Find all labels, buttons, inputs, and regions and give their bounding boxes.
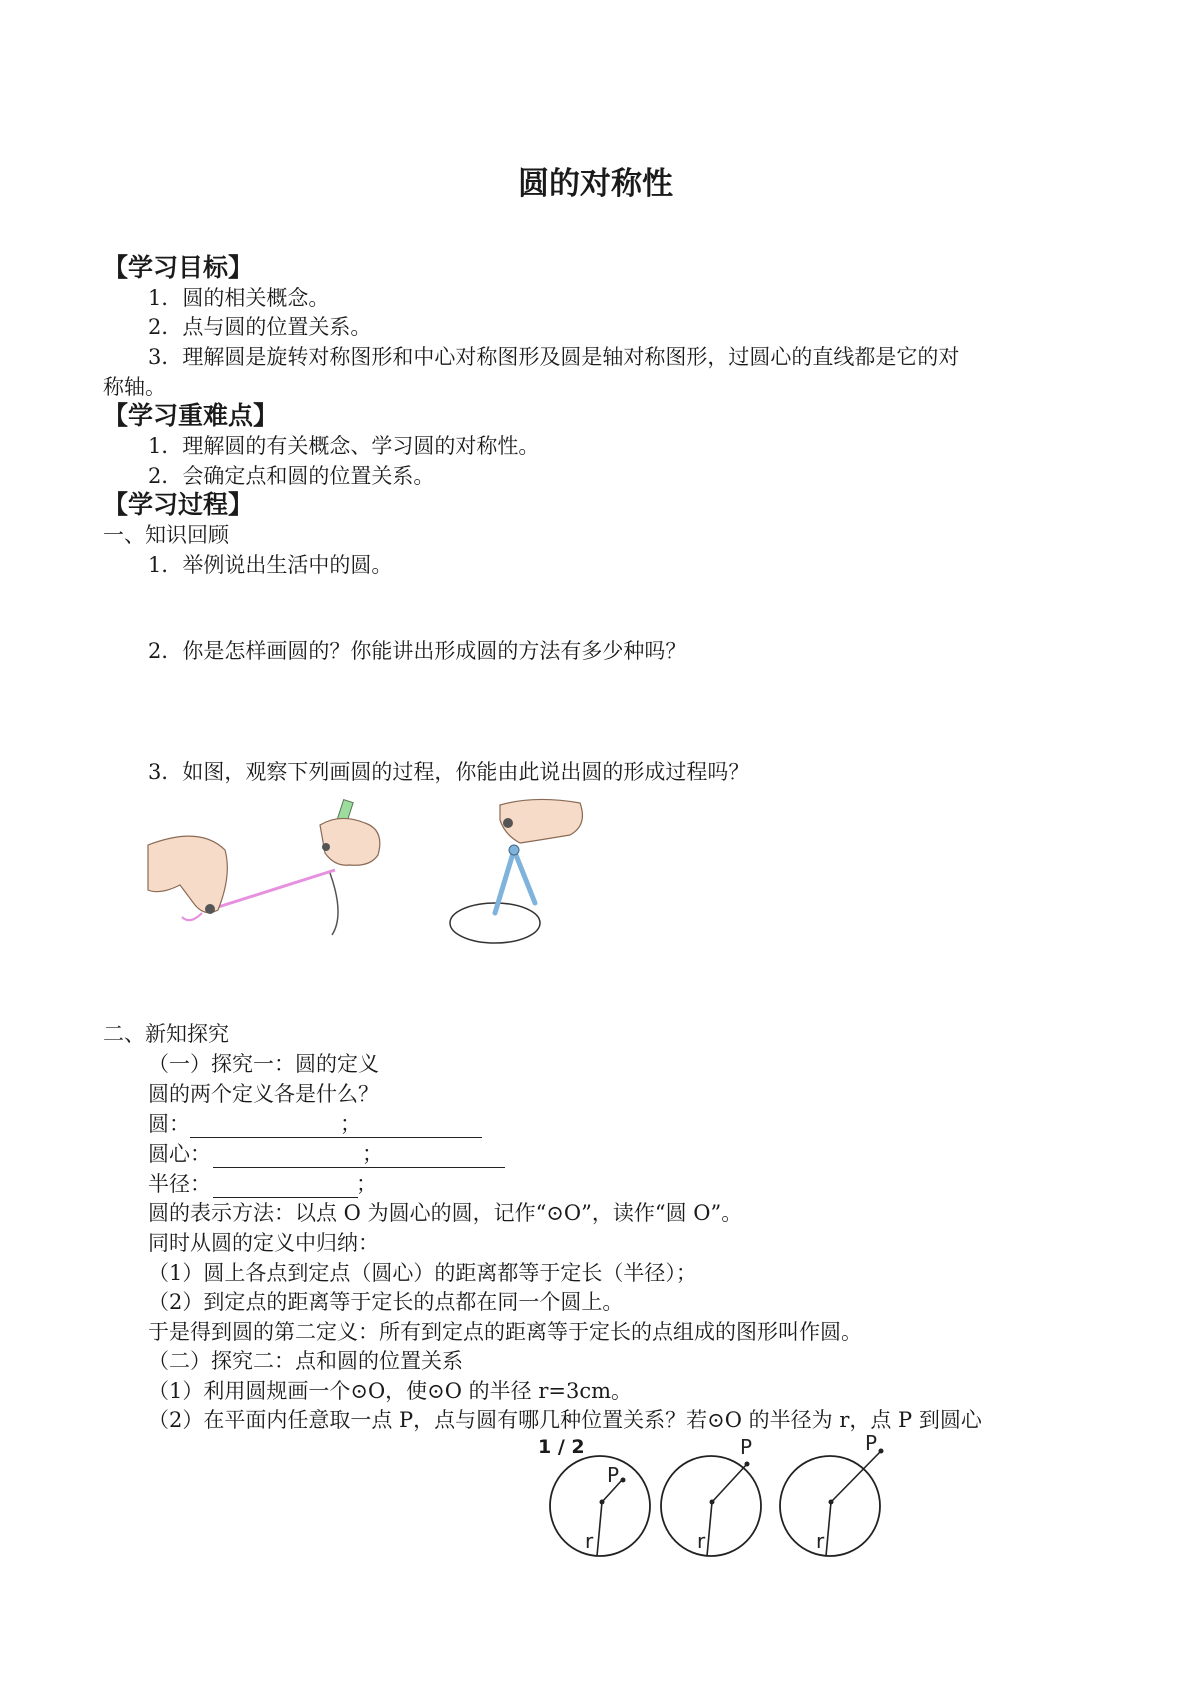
point-circle-figures	[545, 1431, 1105, 1570]
blank-semicolon: ；	[340, 1112, 361, 1136]
label-point: P	[740, 1435, 753, 1459]
position-step-1: （1）利用圆规画一个⊙O，使⊙O 的半径 r=3cm。	[148, 1379, 633, 1403]
page-number: 1 / 2	[538, 1436, 585, 1458]
objective-item: 1．圆的相关概念。	[148, 286, 330, 310]
answer-blank-center[interactable]	[213, 1167, 505, 1168]
objectives-heading: 【学习目标】	[103, 253, 254, 282]
review-question-2: 2．你是怎样画圆的？你能讲出形成圆的方法有多少种吗？	[148, 639, 687, 663]
second-definition: 于是得到圆的第二定义：所有到定点的距离等于定长的点组成的图形叫作圆。	[148, 1320, 862, 1344]
objective-item-wrap: 称轴。	[103, 375, 166, 399]
keypoints-heading: 【学习重难点】	[103, 401, 279, 430]
label-radius: r	[697, 1529, 706, 1553]
label-point: P	[607, 1463, 620, 1487]
review-title: 一、知识回顾	[103, 523, 229, 547]
blank-label-center: 圆心：	[148, 1142, 211, 1166]
objective-item: 2．点与圆的位置关系。	[148, 315, 372, 339]
blank-semicolon: ；	[356, 1172, 377, 1196]
string-line	[215, 870, 335, 908]
label-point: P	[865, 1431, 878, 1455]
summary-item-1: （1）圆上各点到定点（圆心）的距离都等于定长（半径）；	[148, 1261, 697, 1285]
circle-figure-inside	[550, 1456, 650, 1556]
label-radius: r	[585, 1529, 594, 1553]
keypoint-item: 2．会确定点和圆的位置关系。	[148, 464, 435, 488]
traced-arc	[330, 873, 338, 935]
answer-blank-radius[interactable]	[213, 1197, 358, 1198]
string-end	[182, 913, 202, 920]
answer-blank-circle[interactable]	[190, 1137, 482, 1138]
explore-part-2: （二）探究二：点和圆的位置关系	[148, 1349, 463, 1373]
blank-label-radius: 半径：	[148, 1172, 211, 1196]
summary-intro: 同时从圆的定义中归纳：	[148, 1231, 379, 1255]
explore-title: 二、新知探究	[103, 1022, 229, 1046]
review-question-1: 1．举例说出生活中的圆。	[148, 553, 393, 577]
keypoint-item: 1．理解圆的有关概念、学习圆的对称性。	[148, 434, 540, 458]
objective-item: 3．理解圆是旋转对称图形和中心对称图形及圆是轴对称图形，过圆心的直线都是它的对	[148, 345, 960, 369]
blank-semicolon: ；	[362, 1142, 383, 1166]
circle-figure-on	[661, 1435, 761, 1556]
label-radius: r	[816, 1529, 825, 1553]
explore-part-1: （一）探究一：圆的定义	[148, 1052, 379, 1076]
page-title: 圆的对称性	[518, 166, 673, 202]
summary-item-2: （2）到定点的距离等于定长的点都在同一个圆上。	[148, 1290, 624, 1314]
review-question-3: 3．如图，观察下列画圆的过程，你能由此说出圆的形成过程吗？	[148, 760, 750, 784]
drawing-circle-illustration	[140, 795, 600, 970]
process-heading: 【学习过程】	[103, 490, 254, 519]
circle-figure-outside	[780, 1431, 884, 1556]
left-hand-icon	[148, 836, 227, 912]
blank-label-circle: 圆：	[148, 1112, 190, 1136]
fingertip-icon	[205, 904, 215, 914]
right-hand-icon	[320, 818, 380, 865]
position-step-2: （2）在平面内任意取一点 P，点与圆有哪几种位置关系？若⊙O 的半径为 r，点 P 到圆心	[148, 1408, 982, 1432]
definition-question: 圆的两个定义各是什么？	[148, 1082, 379, 1106]
notation-text: 圆的表示方法：以点 O 为圆心的圆，记作“⊙O”，读作“圆 O”。	[148, 1201, 743, 1225]
